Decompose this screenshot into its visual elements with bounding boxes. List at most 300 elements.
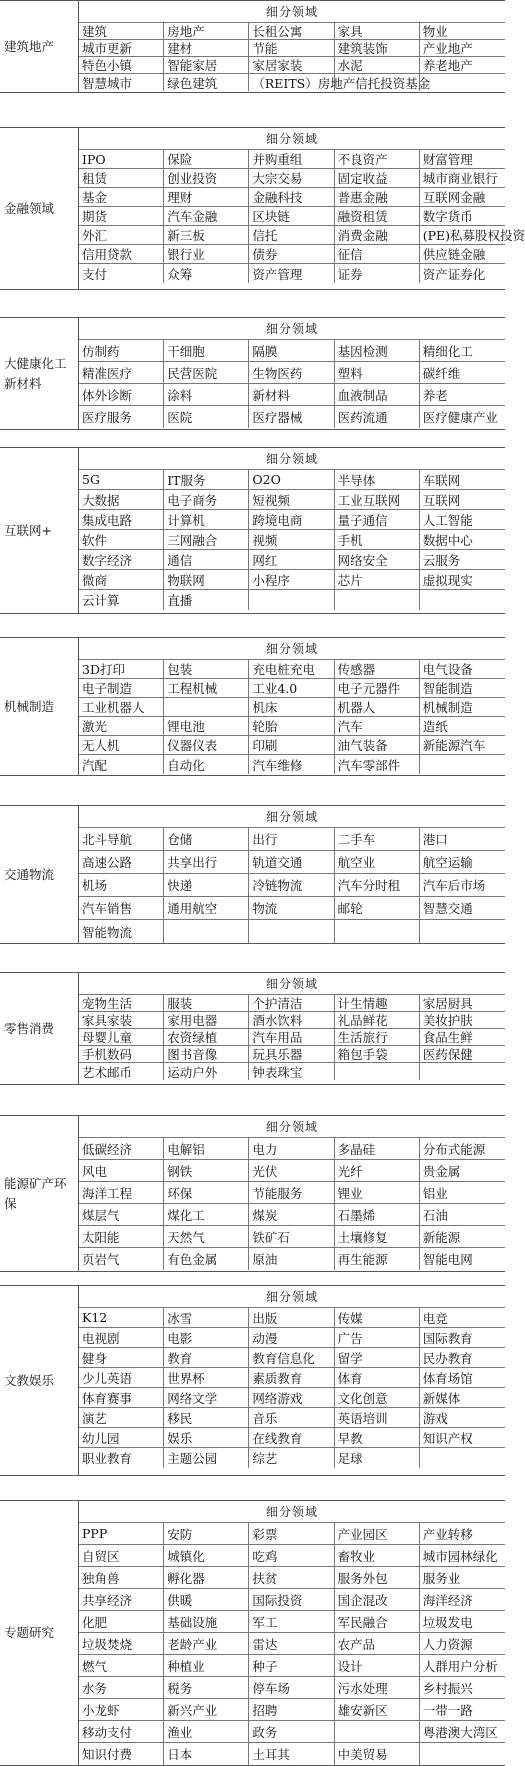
table-cell: 通信 xyxy=(164,550,249,569)
table-row xyxy=(79,1677,505,1699)
table-cell: 动漫 xyxy=(249,1328,334,1347)
table-cell: 融资租赁 xyxy=(335,207,420,225)
table-cell: 汽车金融 xyxy=(164,207,249,225)
table-row xyxy=(79,406,505,428)
table-cell: 工业4.0 xyxy=(249,679,334,697)
category-block xyxy=(0,805,505,944)
table-cell xyxy=(420,755,505,774)
table-row xyxy=(79,1138,505,1160)
table-cell: 主题公园 xyxy=(164,1448,249,1468)
table-cell xyxy=(420,1063,505,1080)
table-cell: 智能家居 xyxy=(164,57,249,73)
subfield-header: 细分领域 xyxy=(79,448,505,470)
table-cell: 食品生鲜 xyxy=(422,1030,473,1045)
category-block xyxy=(0,317,505,430)
table-row xyxy=(79,470,505,490)
table-cell: 视频 xyxy=(249,530,334,549)
table-cell: 土壤修复 xyxy=(335,1226,420,1247)
table-cell: 跨境电商 xyxy=(249,510,334,529)
table-cell: 租赁 xyxy=(79,169,164,187)
table-row xyxy=(79,590,505,610)
table-cell: 独角兽 xyxy=(79,1567,164,1588)
table-cell: 畜牧业 xyxy=(335,1545,420,1566)
table-cell: 新媒体 xyxy=(422,1390,461,1406)
table-cell: 人工智能 xyxy=(422,512,473,528)
category-label: 机械制造 xyxy=(4,698,55,714)
table-cell: 养老 xyxy=(422,387,448,403)
table-row xyxy=(79,188,505,207)
table-cell: 孵化器 xyxy=(164,1567,249,1588)
table-cell: 高速公路 xyxy=(79,851,164,873)
table-cell: 传媒 xyxy=(335,1308,420,1327)
table-row xyxy=(79,1567,505,1589)
table-cell: 有色金属 xyxy=(164,1248,249,1270)
table-cell: 航空业 xyxy=(335,851,420,873)
table-row xyxy=(79,1633,505,1655)
table-cell: 自动化 xyxy=(164,755,249,774)
table-row xyxy=(79,1160,505,1182)
table-cell: 消费金融 xyxy=(335,226,420,244)
table-row xyxy=(79,40,505,57)
table-cell: 网络文学 xyxy=(164,1388,249,1407)
table-cell: 汽车后市场 xyxy=(422,878,486,893)
table-cell: 图书音像 xyxy=(164,1046,249,1062)
subfield-header: 细分领域 xyxy=(79,1116,505,1138)
table-cell: 种子 xyxy=(249,1655,334,1676)
table-cell: 财富管理 xyxy=(422,152,473,167)
table-cell: 航空运输 xyxy=(422,855,473,870)
table-row xyxy=(79,226,525,245)
table-cell: 水务 xyxy=(79,1677,164,1698)
table-cell xyxy=(420,590,505,610)
table-cell: 低碳经济 xyxy=(79,1138,164,1159)
table-cell: 母婴儿童 xyxy=(79,1029,164,1045)
table-row xyxy=(79,1743,505,1765)
table-cell: 电力 xyxy=(249,1138,334,1159)
table-cell: 娱乐 xyxy=(164,1428,249,1447)
table-cell: 建材 xyxy=(164,40,249,56)
category-label: 建筑地产 xyxy=(4,38,55,54)
table-cell: 渔业 xyxy=(164,1721,249,1742)
table-cell: 土耳其 xyxy=(249,1743,334,1765)
table-cell: 农产品 xyxy=(335,1633,420,1654)
table-row xyxy=(79,1448,505,1468)
table-cell: 汽配 xyxy=(79,755,164,774)
table-row xyxy=(79,57,505,74)
category-label: 零售消费 xyxy=(4,1020,55,1036)
subfield-header: 细分领域 xyxy=(79,1,505,23)
table-cell: 出版 xyxy=(249,1308,334,1327)
table-cell: 绿色建筑 xyxy=(164,74,249,91)
table-cell: 汽车分时租 xyxy=(335,874,420,896)
table-cell: 文化创意 xyxy=(335,1388,420,1407)
table-cell: 资产管理 xyxy=(249,264,334,283)
table-cell: 期货 xyxy=(79,207,164,225)
category-block xyxy=(0,1500,505,1766)
table-cell: 宠物生活 xyxy=(79,995,164,1011)
table-cell: 海洋经济 xyxy=(422,1592,473,1608)
table-row xyxy=(79,1589,505,1611)
table-cell: 运动户外 xyxy=(164,1063,249,1080)
table-cell: 港口 xyxy=(422,832,448,847)
table-cell: 汽车用品 xyxy=(249,1029,334,1045)
table-cell: 轨道交通 xyxy=(249,851,334,873)
table-cell: 新能源 xyxy=(422,1229,461,1245)
table-cell: 体外诊断 xyxy=(79,384,164,405)
table-cell: 城镇化 xyxy=(164,1545,249,1566)
table-cell: 计算机 xyxy=(164,510,249,529)
table-row xyxy=(79,1699,505,1721)
table-cell: 虚拟现实 xyxy=(422,572,473,588)
table-cell: 出行 xyxy=(249,828,334,850)
table-row xyxy=(79,736,505,755)
table-cell: 汽车零部件 xyxy=(335,755,420,774)
table-cell: 新兴产业 xyxy=(164,1699,249,1720)
subfield-grid xyxy=(78,1286,505,1475)
subfield-grid xyxy=(78,1116,505,1271)
table-row xyxy=(79,1368,505,1388)
table-cell: 城市商业银行 xyxy=(422,171,498,186)
table-row xyxy=(79,169,505,188)
table-cell: 北斗导航 xyxy=(79,828,164,850)
table-cell: 体育 xyxy=(335,1368,420,1387)
table-cell: 游戏 xyxy=(422,1410,448,1426)
table-row xyxy=(79,874,505,897)
table-row xyxy=(79,1523,505,1545)
table-cell xyxy=(335,590,420,610)
category-block xyxy=(0,1285,505,1476)
table-cell: 冰雪 xyxy=(164,1308,249,1327)
table-cell: 世界杯 xyxy=(164,1368,249,1387)
table-cell: 小程序 xyxy=(249,570,334,589)
table-cell: 养老地产 xyxy=(422,58,473,73)
table-cell: 民营医院 xyxy=(164,362,249,383)
table-row xyxy=(79,1428,505,1448)
table-cell: 征信 xyxy=(335,245,420,263)
table-cell: 微商 xyxy=(79,570,164,589)
table-cell: 农资绿植 xyxy=(164,1029,249,1045)
table-cell xyxy=(420,1743,505,1765)
table-cell: 隔膜 xyxy=(249,340,334,361)
table-cell: 电竞 xyxy=(422,1310,448,1326)
table-cell: 雷达 xyxy=(249,1633,334,1654)
table-cell: 3D打印 xyxy=(79,660,164,678)
table-cell: 老龄产业 xyxy=(164,1633,249,1654)
table-cell: 汽车 xyxy=(335,717,420,735)
table-cell: 物流 xyxy=(249,897,334,919)
table-cell: 城市园林绿化 xyxy=(422,1548,498,1564)
table-row xyxy=(79,490,505,510)
category-label: 大健康化工新材料 xyxy=(4,355,67,391)
table-row xyxy=(79,920,505,943)
table-cell: 工业互联网 xyxy=(335,490,420,509)
table-cell: 网红 xyxy=(249,550,334,569)
table-cell: 英语培训 xyxy=(335,1408,420,1427)
table-cell xyxy=(335,1721,420,1742)
subfield-header: 细分领域 xyxy=(79,806,505,828)
table-cell: 智能电网 xyxy=(422,1252,473,1267)
table-cell: 设计 xyxy=(335,1655,420,1676)
table-row xyxy=(79,74,505,91)
table-cell: 多晶硅 xyxy=(335,1138,420,1159)
table-cell: 车联网 xyxy=(422,472,461,488)
table-cell: 二手车 xyxy=(335,828,420,850)
subfield-grid xyxy=(78,638,505,775)
table-cell: 电影 xyxy=(164,1328,249,1347)
table-cell: 税务 xyxy=(164,1677,249,1698)
table-cell: (PE)私募股权投资 xyxy=(422,228,525,243)
table-cell: 建筑 xyxy=(79,23,164,39)
subfield-grid xyxy=(78,448,505,613)
table-cell: 充电桩充电 xyxy=(249,660,334,678)
table-cell: 服务业 xyxy=(422,1570,461,1586)
table-cell: 医疗器械 xyxy=(249,406,334,428)
table-cell: 招聘 xyxy=(249,1699,334,1720)
table-cell: 民办教育 xyxy=(422,1350,473,1366)
table-cell: 电视剧 xyxy=(79,1328,164,1347)
table-cell: 服装 xyxy=(164,995,249,1011)
subfield-grid xyxy=(78,318,505,429)
table-cell: 吃鸡 xyxy=(249,1545,334,1566)
table-cell: 家居厨具 xyxy=(422,996,473,1011)
table-cell xyxy=(420,920,505,943)
table-cell: 智能物流 xyxy=(79,920,164,943)
table-cell: 留学 xyxy=(335,1348,420,1367)
table-cell: 物业 xyxy=(422,24,448,39)
table-cell: 少儿英语 xyxy=(79,1368,164,1387)
table-cell: 广告 xyxy=(335,1328,420,1347)
table-cell: 5G xyxy=(79,470,164,489)
table-cell: 三网融合 xyxy=(164,530,249,549)
table-cell: 创业投资 xyxy=(164,169,249,187)
table-cell: 生物医药 xyxy=(249,362,334,383)
table-cell: 体育场馆 xyxy=(422,1370,473,1386)
table-cell: 锂业 xyxy=(335,1182,420,1203)
table-cell: 风电 xyxy=(79,1160,164,1181)
table-row xyxy=(79,245,505,264)
table-row xyxy=(79,1012,505,1029)
table-cell: 铁矿石 xyxy=(249,1226,334,1247)
table-cell: 电子制造 xyxy=(79,679,164,697)
table-cell: 精准医疗 xyxy=(79,362,164,383)
table-cell: 素质教育 xyxy=(249,1368,334,1387)
table-cell: 网络安全 xyxy=(335,550,420,569)
table-cell: 短视频 xyxy=(249,490,334,509)
category-block xyxy=(0,0,505,93)
category-label: 金融领域 xyxy=(4,200,55,216)
table-cell: 血液制品 xyxy=(335,384,420,405)
table-cell: 智慧交通 xyxy=(422,901,473,916)
table-cell: 仪器仪表 xyxy=(164,736,249,754)
table-cell: 债券 xyxy=(249,245,334,263)
table-cell: 足球 xyxy=(335,1448,420,1468)
table-cell: 海洋工程 xyxy=(79,1182,164,1203)
table-cell: 仿制药 xyxy=(79,340,164,361)
table-cell: 汽车维修 xyxy=(249,755,334,774)
table-cell: 综艺 xyxy=(249,1448,334,1468)
table-row xyxy=(79,23,505,40)
table-cell: 电气设备 xyxy=(422,662,473,677)
table-cell: O2O xyxy=(249,470,334,489)
table-cell: 钢铁 xyxy=(164,1160,249,1181)
subfield-header: 细分领域 xyxy=(79,1286,505,1308)
table-cell: 人力资源 xyxy=(422,1636,473,1652)
table-cell xyxy=(249,920,334,943)
table-cell: 化肥 xyxy=(79,1611,164,1632)
table-cell: 雄安新区 xyxy=(335,1699,420,1720)
table-cell: 节能服务 xyxy=(249,1182,334,1203)
table-cell: 节能 xyxy=(249,40,334,56)
table-cell: 云计算 xyxy=(79,590,164,610)
table-cell: 传感器 xyxy=(335,660,420,678)
table-cell: 支付 xyxy=(79,264,164,283)
table-row xyxy=(79,1182,505,1204)
table-cell: 互联网 xyxy=(422,492,461,508)
table-cell: 共享出行 xyxy=(164,851,249,873)
category-label: 文教娱乐 xyxy=(4,1372,55,1388)
table-cell xyxy=(420,1448,505,1468)
table-cell: 半导体 xyxy=(335,470,420,489)
table-cell: 贵金属 xyxy=(422,1163,461,1179)
table-cell: 大数据 xyxy=(79,490,164,509)
table-row xyxy=(79,1655,505,1677)
table-cell: 体育赛事 xyxy=(79,1388,164,1407)
table-cell: 煤层气 xyxy=(79,1204,164,1225)
subfield-grid xyxy=(78,128,525,289)
table-row xyxy=(79,384,505,406)
table-cell xyxy=(249,590,334,610)
table-cell: 城市更新 xyxy=(79,40,164,56)
table-cell: 中美贸易 xyxy=(335,1743,420,1765)
subfield-header: 细分领域 xyxy=(79,1501,505,1523)
subfield-grid xyxy=(78,1,505,92)
table-cell: 教育信息化 xyxy=(249,1348,334,1367)
category-label: 交通物流 xyxy=(4,866,55,882)
table-cell: 塑料 xyxy=(335,362,420,383)
table-cell: 固定收益 xyxy=(335,169,420,187)
table-row xyxy=(79,1721,505,1743)
table-cell: 汽车销售 xyxy=(79,897,164,919)
table-cell: 区块链 xyxy=(249,207,334,225)
table-row xyxy=(79,1328,505,1348)
table-cell: 印刷 xyxy=(249,736,334,754)
table-cell xyxy=(164,920,249,943)
table-cell: 煤化工 xyxy=(164,1204,249,1225)
table-cell: 乡村振兴 xyxy=(422,1680,473,1696)
table-cell: 供应链金融 xyxy=(422,247,486,262)
table-cell: 扶贫 xyxy=(249,1567,334,1588)
subfield-header: 细分领域 xyxy=(79,128,505,150)
table-cell: 工程机械 xyxy=(164,679,249,697)
table-cell: 演艺 xyxy=(79,1408,164,1427)
table-cell: 煤炭 xyxy=(249,1204,334,1225)
table-cell: 通用航空 xyxy=(164,897,249,919)
table-cell: 网络游戏 xyxy=(249,1388,334,1407)
table-cell: 芯片 xyxy=(335,570,420,589)
table-cell: 电子商务 xyxy=(164,490,249,509)
table-row xyxy=(79,897,505,920)
table-cell: 机床 xyxy=(249,698,334,716)
table-cell: 服务外包 xyxy=(335,1567,420,1588)
table-cell: 彩票 xyxy=(249,1523,334,1544)
table-cell: 新能源汽车 xyxy=(422,738,486,753)
table-cell: 机械制造 xyxy=(422,700,473,715)
table-cell: 理财 xyxy=(164,188,249,206)
table-cell: 页岩气 xyxy=(79,1248,164,1270)
table-cell: 音乐 xyxy=(249,1408,334,1427)
table-cell: 油气装备 xyxy=(335,736,420,754)
table-cell: 光伏 xyxy=(249,1160,334,1181)
table-cell: 量子通信 xyxy=(335,510,420,529)
table-row xyxy=(79,1029,505,1046)
table-cell: 燃气 xyxy=(79,1655,164,1676)
table-row xyxy=(79,995,505,1012)
table-cell: 自贸区 xyxy=(79,1545,164,1566)
table-cell: 新三板 xyxy=(164,226,249,244)
table-cell: 手机数码 xyxy=(79,1046,164,1062)
table-cell: 工业机器人 xyxy=(79,698,164,716)
table-cell: 医院 xyxy=(164,406,249,428)
table-cell: 国际投资 xyxy=(249,1589,334,1610)
category-label: 能源矿产环保 xyxy=(4,1175,67,1211)
table-cell: 在线教育 xyxy=(249,1428,334,1447)
table-cell: 众筹 xyxy=(164,264,249,283)
table-cell: 幼儿园 xyxy=(79,1428,164,1447)
table-cell: 信托 xyxy=(249,226,334,244)
table-row xyxy=(79,1388,505,1408)
table-cell: 涂料 xyxy=(164,384,249,405)
category-label: 专题研究 xyxy=(4,1625,55,1640)
table-cell: 医药保健 xyxy=(422,1047,473,1062)
table-cell: 医疗健康产业 xyxy=(422,410,498,425)
table-row xyxy=(79,1308,505,1328)
table-cell: 锂电池 xyxy=(164,717,249,735)
table-cell: 手机 xyxy=(335,530,420,549)
subfield-grid xyxy=(78,806,505,943)
table-cell: 不良资产 xyxy=(335,150,420,168)
table-cell: 机场 xyxy=(79,874,164,896)
table-cell xyxy=(164,698,249,716)
table-cell: 基础设施 xyxy=(164,1611,249,1632)
table-row xyxy=(79,1248,505,1270)
table-row xyxy=(79,717,505,736)
table-cell: 移动支付 xyxy=(79,1721,164,1742)
table-cell: 原油 xyxy=(249,1248,334,1270)
table-cell: 粤港澳大湾区 xyxy=(422,1724,498,1740)
table-cell: 智慧城市 xyxy=(79,74,164,91)
table-row xyxy=(79,851,505,874)
table-cell: 无人机 xyxy=(79,736,164,754)
table-cell: 再生能源 xyxy=(335,1248,420,1270)
table-cell: 直播 xyxy=(164,590,249,610)
table-cell: 云服务 xyxy=(422,552,461,568)
table-cell: 精细化工 xyxy=(422,343,473,359)
table-cell: 建筑装饰 xyxy=(335,40,420,56)
table-row xyxy=(79,1204,505,1226)
table-cell: 太阳能 xyxy=(79,1226,164,1247)
table-cell: （REITS）房地产信托投资基金 xyxy=(249,74,334,91)
table-cell: 邮轮 xyxy=(335,897,420,919)
table-cell: 军民融合 xyxy=(335,1611,420,1632)
table-cell: 早教 xyxy=(335,1428,420,1447)
table-row xyxy=(79,207,505,226)
table-cell xyxy=(420,74,505,91)
table-cell: 家具家装 xyxy=(79,1012,164,1028)
table-row xyxy=(79,679,505,698)
table-row xyxy=(79,1063,505,1080)
table-cell: 计生情趣 xyxy=(335,995,420,1011)
table-cell: 电子元器件 xyxy=(335,679,420,697)
